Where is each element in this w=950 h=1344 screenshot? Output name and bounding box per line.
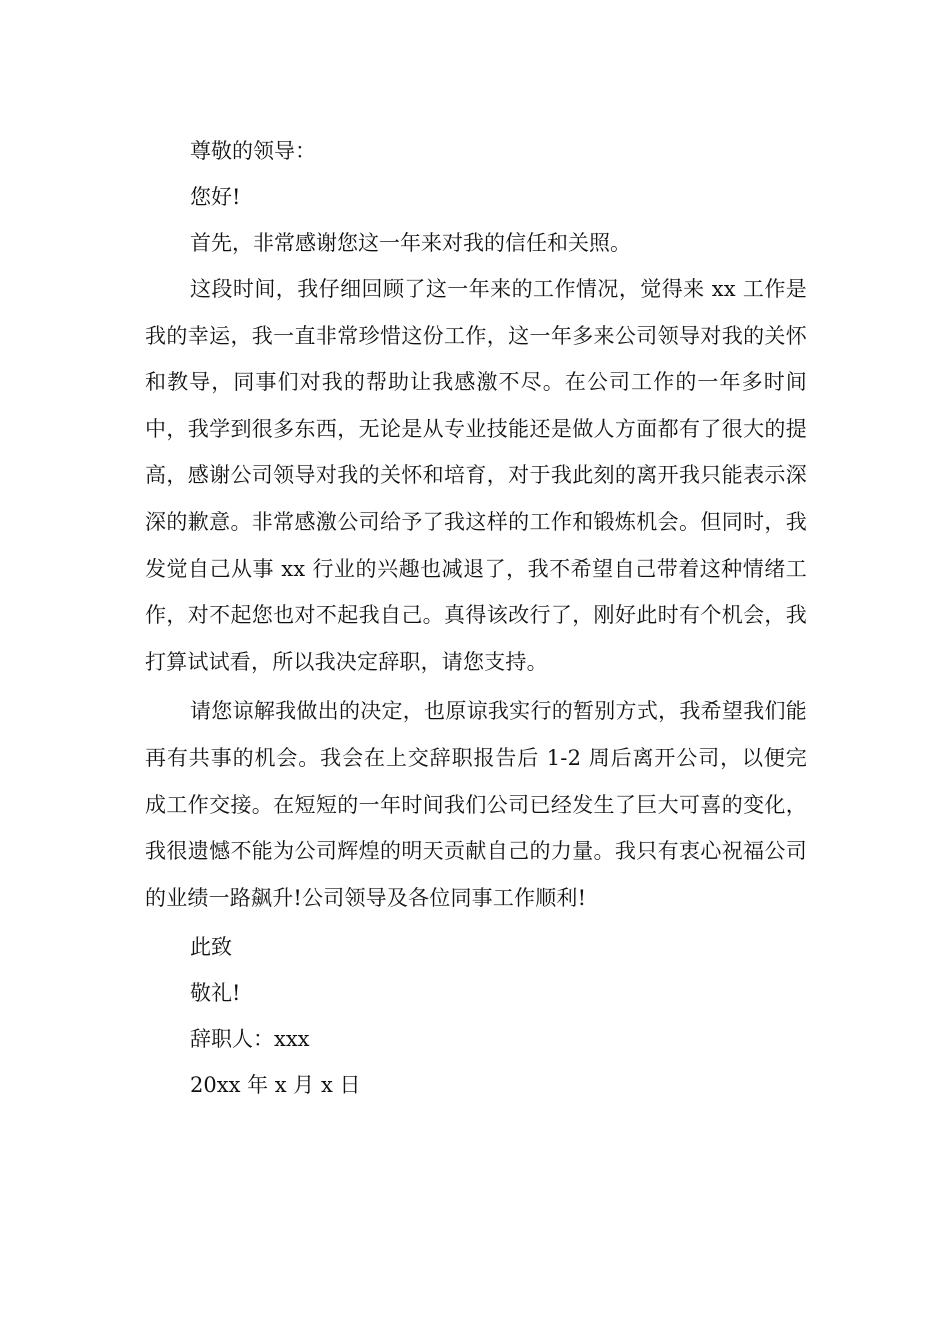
- body-paragraph-1: 这段时间，我仔细回顾了这一年来的工作情况，觉得来 xx 工作是我的幸运，我一直非常珍惜这份工作，这一年多来公司领导对我的关怀和教导，同事们对我的帮助让我感激不尽。在公司工作的一年多时间中，我学到很多东西，无论是从专业技能还是做人方面都有了很大的提高，感谢公司领导对我的关怀和培育，对于我此刻的离开我只能表示深深的歉意。非常感激公司给予了我这样的工作和锻炼机会。但同时，我发觉自己从事 xx 行业的兴趣也减退了，我不希望自己带着这种情绪工作，对不起您也对不起我自己。真得该改行了，刚好此时有个机会，我打算试试看，所以我决定辞职，请您支持。: [145, 277, 807, 674]
- greeting: 您好!: [190, 185, 241, 209]
- date: 20xx 年 x 月 x 日: [190, 1073, 361, 1098]
- closing-line-1: 此致: [190, 935, 232, 960]
- body-paragraph-2: 请您谅解我做出的决定，也原谅我实行的暂别方式，我希望我们能再有共事的机会。我会在上交辞职报告后 1-2 周后离开公司，以便完成工作交接。在短短的一年时间我们公司已经发生了巨大可喜的变化，我很遗憾不能为公司辉煌的明天贡献自己的力量。我只有衷心祝福公司的业绩一路飙升!公司领导及各位同事工作顺利!: [145, 699, 807, 910]
- signature: 辞职人：xxx: [190, 1027, 310, 1052]
- resignation-letter: [145, 128, 807, 1108]
- closing-line-2: 敬礼!: [190, 981, 241, 1006]
- intro-sentence: 首先，非常感谢您这一年来对我的信任和关照。: [190, 231, 631, 255]
- salutation: 尊敬的领导：: [190, 139, 316, 163]
